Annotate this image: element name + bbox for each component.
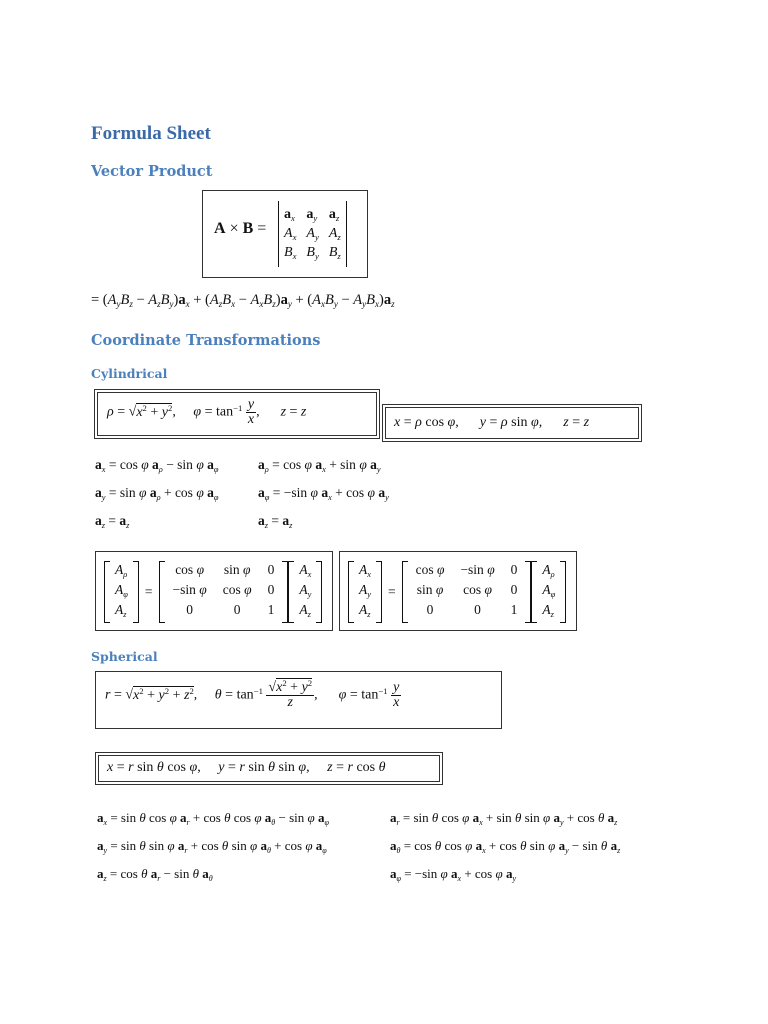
cross-product-lhs: A × B = xyxy=(214,220,267,237)
spherical-inverse-box xyxy=(98,755,440,782)
cyl-arho-relation: $a_\rho = \cos \varphi$ $a_x + \sin \varphi$ $a_y$ xyxy=(258,457,381,474)
sph-ar-relation: $a_r = \sin \theta$ cos φ $a_x + \sin \theta$ sin φ $a_y + \cos \theta$ $a_z$ xyxy=(390,810,618,827)
heading-coordinate-transformations: Coordinate Transformations xyxy=(91,332,321,349)
sph-atheta-relation: $a_\theta = \cos \theta$ cos φ $a_x + \cos \theta$ sin φ $a_y - \sin \theta$ $a_z$ xyxy=(390,838,621,855)
sph-ax-relation: $a_x = \sin \theta$ cos φ $a_r + \cos \theta$ cos φ $a_\theta - \sin \varphi$ $a_\varphi$ xyxy=(97,810,329,827)
cylindrical-matrix-forward: $A_\rho$ $A_\varphi$ $A_z$ = cos φ sin φ 0 −sin φ cos φ 0 0 0 1 $A_x$ $A_y$ $A_z$ xyxy=(104,561,322,623)
cylindrical-matrix-inverse: $A_x$ $A_y$ $A_z$ = cos φ −sin φ 0 sin φ cos φ 0 0 0 1 $A_\rho$ $A_\varphi$ $A_z$ xyxy=(348,561,566,623)
cylindrical-matrix-inverse-box xyxy=(339,551,577,631)
spherical-forward-equations: $r = √x^2 + y^2 + z^2$, $\theta = \tan^{-1}$ $\frac{√x^2 + y^2}{z}$ , $\varphi = \tan^{-1}$ $\frac{y}{x}$ xyxy=(105,678,400,710)
sph-aphi-relation: $a_\varphi = -\sin$ φ $a_x + \cos \varphi$ $a_y$ xyxy=(390,866,517,883)
heading-cylindrical: Cylindrical xyxy=(91,366,168,381)
cyl-az-relation: $a_z = a_z$ xyxy=(95,513,130,530)
cylindrical-forward-equations: $\rho = √x^2 + y^2$, $\varphi = \tan^{-1}$ $\frac{y}{x}$ , z = z xyxy=(107,397,307,427)
cylindrical-matrix-forward-box xyxy=(95,551,333,631)
heading-vector-product: Vector Product xyxy=(91,163,213,180)
sph-az-relation: $a_z = \cos \theta$ $a_r - \sin \theta$ $a_\theta$ xyxy=(97,866,213,883)
spherical-inverse-equations: x = r sin θ cos φ, y = r sin θ sin φ, z = r cos θ xyxy=(107,760,386,775)
spherical-forward-box xyxy=(95,671,502,729)
cyl-aphi-relation: $a_\varphi = -\sin$ φ $a_x + \cos \varphi$ $a_y$ xyxy=(258,485,389,502)
cyl-ax-relation: $a_x = \cos \varphi$ $a_\rho - \sin \varphi$ $a_\varphi$ xyxy=(95,457,219,474)
sph-ay-relation: $a_y = \sin \theta$ sin φ $a_r + \cos \theta$ sin φ $a_\theta + \cos \varphi$ $a_\varphi$ xyxy=(97,838,327,855)
cross-product-determinant: $a_x$ $a_y$ $a_z$ $A_x$ $A_y$ $A_z$ $B_x$ $B_y$ $B_z$ xyxy=(278,201,347,267)
cyl-az-inverse-relation: $a_z = a_z$ xyxy=(258,513,293,530)
cross-product-expansion: = $(A_yB_z - A_zB_y)a_x + (A_zB_x - A_xB_z)a_y + (A_xB_y - A_yB_x)a_z$ xyxy=(91,292,395,310)
cylindrical-inverse-box xyxy=(385,407,639,439)
cylindrical-forward-box xyxy=(97,392,377,436)
cross-product-determinant-box xyxy=(202,190,368,278)
heading-spherical: Spherical xyxy=(91,649,158,664)
cylindrical-inverse-equations: x = ρ cos φ, y = ρ sin φ, z = z xyxy=(394,415,590,430)
cyl-ay-relation: $a_y = \sin \varphi$ $a_\rho + \cos \varphi$ $a_\varphi$ xyxy=(95,485,219,502)
page-title: Formula Sheet xyxy=(91,123,211,144)
